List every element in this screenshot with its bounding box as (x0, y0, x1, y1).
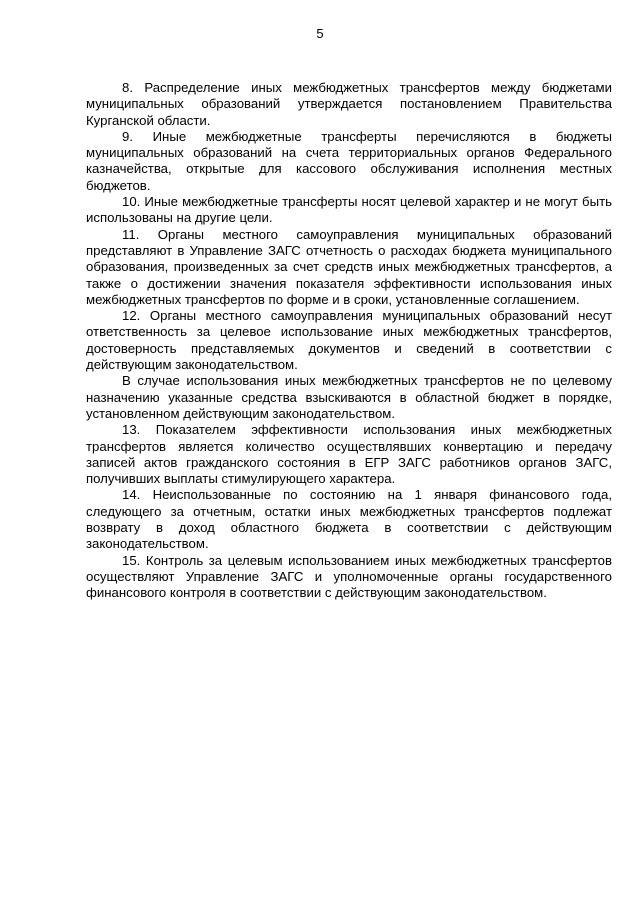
paragraph-12-misuse-recovery: В случае использования иных межбюджетных трансфертов не по целевому назначению указанные средства взыскиваются в областной бюджет в порядке, установленном действующим законодательством. (86, 373, 612, 421)
paragraph-12-responsibility: 12. Органы местного самоуправления муниципальных образований несут ответственность за целевое использование иных межбюджетных трансфертов, достоверность представляемых документов и сведений в соответствии с действующим законодательством. (86, 308, 612, 373)
page-number: 5 (316, 26, 324, 41)
paragraph-14-unused-balance: 14. Неиспользованные по состоянию на 1 января финансового года, следующего за отчетным, остатки иных межбюджетных трансфертов подлежат возврату в доход областного бюджета в соответствии с действующим законодательством. (86, 487, 612, 552)
paragraph-11-reporting: 11. Органы местного самоуправления муниципальных образований представляют в Управление ЗАГС отчетность о расходах бюджета муниципального образования, произведенных за счет средств иных межбюджетных трансфертов, а также о достижении значения показателя эффективности использования иных межбюджетных трансфертов по форме и в сроки, установленные соглашением. (86, 226, 612, 307)
paragraph-15-control: 15. Контроль за целевым использованием иных межбюджетных трансфертов осуществляют Управление ЗАГС и уполномоченные органы государственного финансового контроля в соответствии с действующим законодательством. (86, 552, 612, 601)
paragraph-9-transfer-accounts: 9. Иные межбюджетные трансферты перечисляются в бюджеты муниципальных образований на счета территориальных органов Федерального казначейства, открытые для кассового обслуживания исполнения местных бюджетов. (86, 128, 612, 193)
paragraph-13-efficiency-indicator: 13. Показателем эффективности использования иных межбюджетных трансфертов является количество осуществлявших конвертацию и передачу записей актов гражданского состояния в ЕГР ЗАГС работников органов ЗАГС, получивших выплаты стимулирующего характера. (86, 422, 612, 487)
document-body (86, 80, 612, 602)
paragraph-8-distribution: 8. Распределение иных межбюджетных трансфертов между бюджетами муниципальных образований утверждается постановлением Правительства Курганской области. (86, 80, 612, 128)
paragraph-10-target-purpose: 10. Иные межбюджетные трансферты носят целевой характер и не могут быть использованы на другие цели. (86, 194, 612, 226)
